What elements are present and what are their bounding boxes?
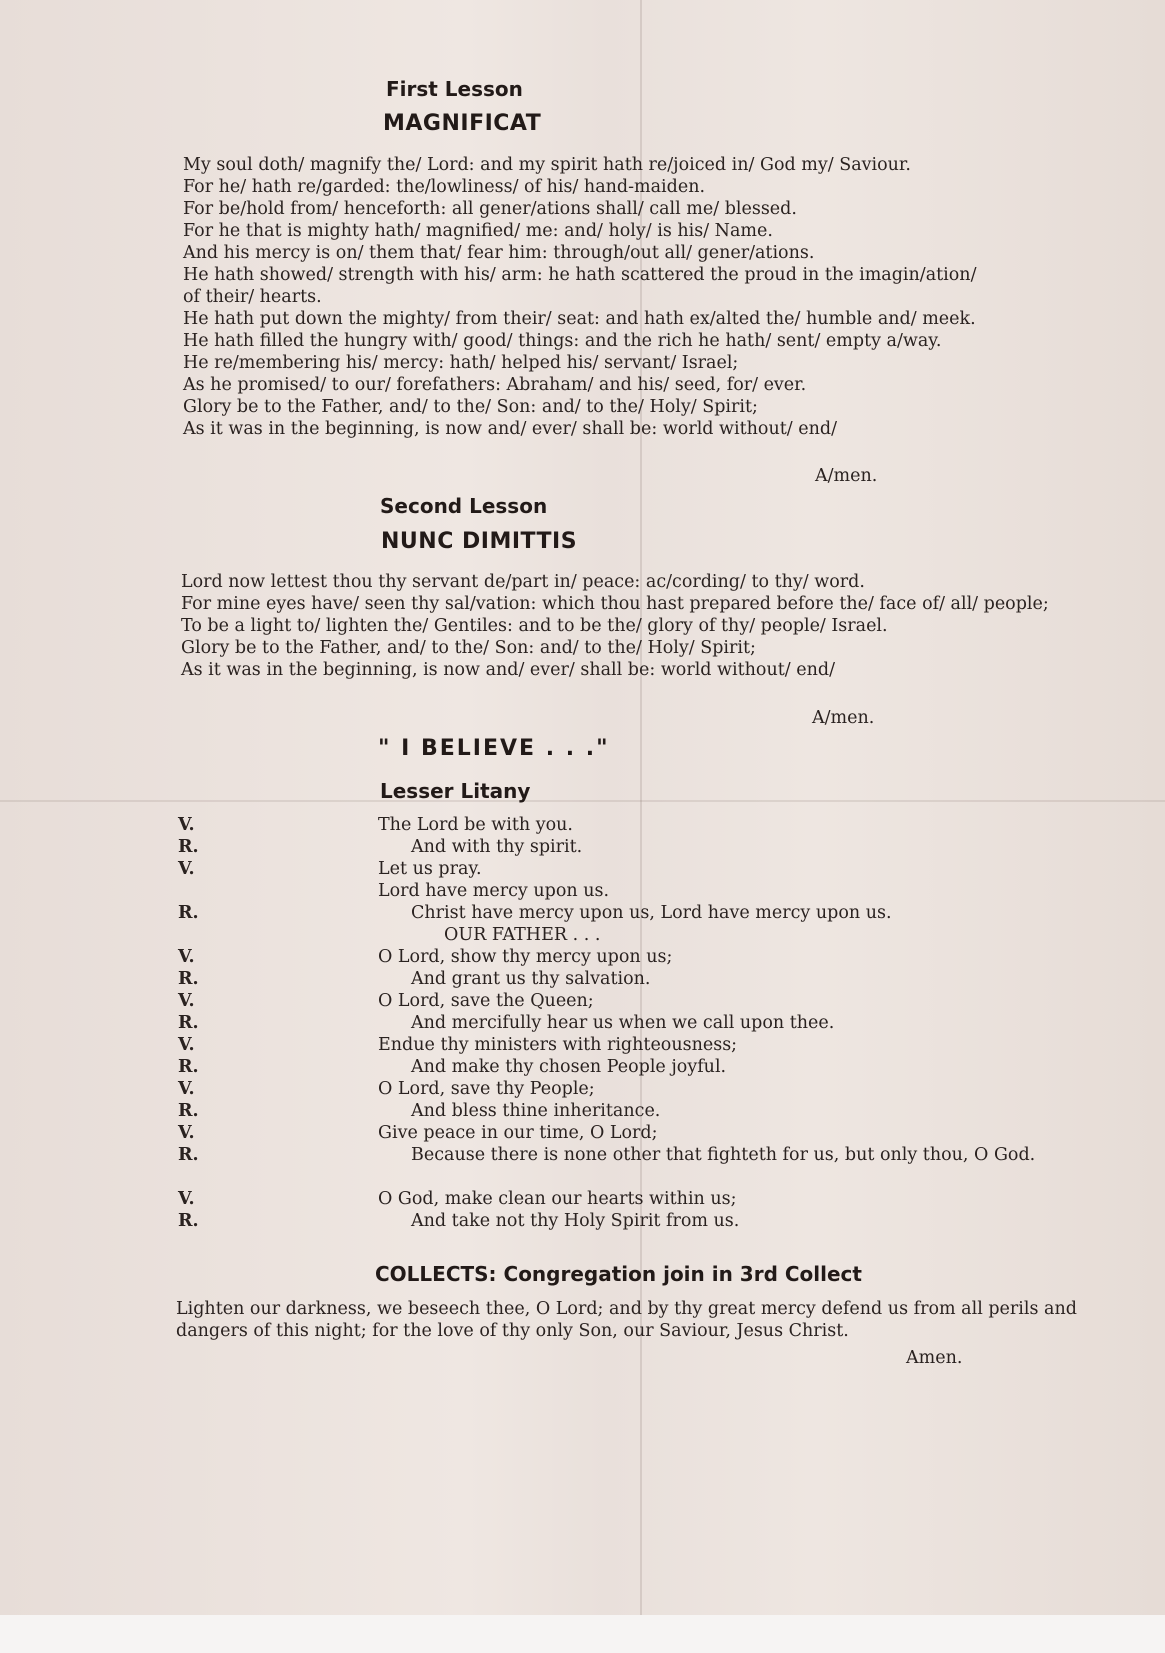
canticle-line: And his mercy is on/ them that/ fear him: through/out all/ gener/ations. [183,243,815,263]
response-label: R. [178,969,199,989]
litany-text: Let us pray. [378,859,482,879]
litany-row [178,1100,1078,1122]
litany-row [178,902,1078,924]
canticle-line: As it was in the beginning, is now and/ ever/ shall be: world without/ end/ [181,660,835,680]
litany-text: O Lord, show thy mercy upon us; [378,947,673,967]
litany-row [178,1056,1078,1078]
litany-text: Give peace in our time, O Lord; [378,1123,658,1143]
versicle-label: V. [178,1123,195,1143]
response-label: R. [178,837,199,857]
canticle-line: He hath showed/ strength with his/ arm: he hath scattered the proud in the imagin/ation/ of their/ hearts. [183,265,977,307]
litany-text: And with thy spirit. [411,837,583,857]
litany-row [178,1012,1078,1034]
canticle-line: My soul doth/ magnify the/ Lord: and my spirit hath re/joiced in/ God my/ Saviour. [183,155,911,175]
litany-row [178,968,1078,990]
canticle-line: For he/ hath re/garded: the/lowliness/ of his/ hand-maiden. [183,177,706,197]
versicle-label: V. [178,1079,195,1099]
collect-prayer: Lighten our darkness, we beseech thee, O Lord; and by thy great mercy defend us from all perils and dangers of this night; for the love of thy only Son, our Saviour, Jesus Christ. [176,1299,1077,1341]
collects-heading: COLLECTS: Congregation join in 3rd Collect [375,1262,862,1286]
litany-row [178,990,1078,1012]
canticle-line: As he promised/ to our/ forefathers: Abraham/ and his/ seed, for/ ever. [183,375,807,395]
collect-amen: Amen. [906,1348,963,1368]
litany-row [178,1210,1078,1232]
second-lesson-heading: Second Lesson [380,494,548,518]
litany-row [178,1122,1078,1144]
canticle-line: He re/membering his/ mercy: hath/ helped his/ servant/ Israel; [183,353,739,373]
canticle-line: He hath put down the mighty/ from their/ seat: and hath ex/alted the/ humble and/ meek. [183,309,976,329]
magnificat-amen: A/men. [815,466,878,486]
litany-row [178,1034,1078,1056]
versicle-label: V. [178,1035,195,1055]
response-label: R. [178,1101,199,1121]
litany-row [178,924,1078,946]
litany-text: The Lord be with you. [378,815,573,835]
canticle-line: Lord now lettest thou thy servant de/part in/ peace: ac/cording/ to thy/ word. [181,572,865,592]
nunc-dimittis-text [181,571,1081,681]
litany-text: Endue thy ministers with righteousness; [378,1035,738,1055]
lesser-litany-heading: Lesser Litany [380,779,531,803]
canticle-line: For be/hold from/ henceforth: all gener/ations shall/ call me/ blessed. [183,199,797,219]
litany-text: O Lord, save thy People; [378,1079,595,1099]
response-label: R. [178,903,199,923]
versicle-label: V. [178,991,195,1011]
litany-text: O Lord, save the Queen; [378,991,594,1011]
litany-row [178,1078,1078,1100]
canticle-line: To be a light to/ lighten the/ Gentiles: and to be the/ glory of thy/ people/ Israel. [181,616,888,636]
litany-text: Christ have mercy upon us, Lord have mercy upon us. [411,903,892,923]
empty-label [178,924,378,946]
litany-text: O God, make clean our hearts within us; [378,1189,737,1209]
magnificat-title: MAGNIFICAT [383,111,542,136]
litany-row [178,858,1078,880]
canticle-line: Glory be to the Father, and/ to the/ Son: and/ to the/ Holy/ Spirit; [181,638,756,658]
versicle-label: V. [178,947,195,967]
litany-text: Because there is none other that fighteth for us, but only thou, O God. [411,1145,1036,1165]
first-lesson-heading: First Lesson [386,77,523,101]
litany-text: And grant us thy salvation. [411,969,651,989]
empty-label [178,880,378,902]
litany-responses [178,814,1078,1232]
litany-text: And make thy chosen People joyful. [411,1057,727,1077]
response-label: R. [178,1211,199,1231]
canticle-line: Glory be to the Father, and/ to the/ Son: and/ to the/ Holy/ Spirit; [183,397,758,417]
response-label: R. [178,1057,199,1077]
canticle-line: As it was in the beginning, is now and/ ever/ shall be: world without/ end/ [183,419,837,439]
nunc-dimittis-amen: A/men. [812,708,875,728]
litany-text: And mercifully hear us when we call upon thee. [411,1013,835,1033]
litany-row [178,880,1078,902]
canticle-line: For he that is mighty hath/ magnified/ me: and/ holy/ is his/ Name. [183,221,773,241]
versicle-label: V. [178,815,195,835]
litany-row [178,946,1078,968]
canticle-line: For mine eyes have/ seen thy sal/vation: which thou hast prepared before the/ face of/ all/ people; [181,594,1049,614]
litany-row [178,814,1078,836]
litany-row [178,836,1078,858]
litany-text: And bless thine inheritance. [411,1101,661,1121]
litany-text: And take not thy Holy Spirit from us. [411,1211,740,1231]
response-label: R. [178,1145,199,1165]
magnificat-text [183,154,1083,440]
nunc-dimittis-title: NUNC DIMITTIS [381,529,578,554]
versicle-label: V. [178,1189,195,1209]
scan-bottom-margin [0,1615,1165,1653]
canticle-line: He hath filled the hungry with/ good/ things: and the rich he hath/ sent/ empty a/way. [183,331,942,351]
litany-row [178,1144,1078,1188]
creed-heading: " I BELIEVE . . ." [378,736,610,761]
litany-row [178,1188,1078,1210]
lords-prayer-cue: OUR FATHER . . . [444,925,601,945]
versicle-label: V. [178,859,195,879]
response-label: R. [178,1013,199,1033]
litany-text: Lord have mercy upon us. [378,881,610,901]
